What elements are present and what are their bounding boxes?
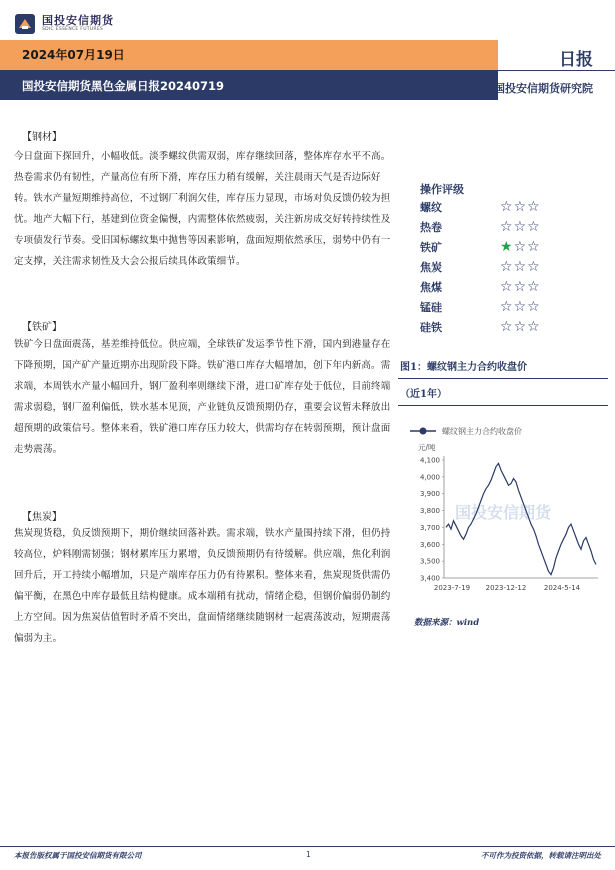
rating-product-name: 螺纹 [420, 201, 442, 214]
section-heading-steel: 【钢材】 [22, 132, 62, 143]
rating-row [420, 237, 580, 257]
legend-marker [420, 428, 427, 435]
rating-stars [500, 200, 540, 214]
star-empty-icon: ☆ [500, 199, 513, 215]
star-empty-icon: ☆ [527, 239, 540, 255]
star-empty-icon: ☆ [500, 259, 513, 275]
institute-name: 国投安信期货研究院 [494, 82, 593, 95]
rating-row [420, 277, 580, 297]
section-heading-iron-ore: 【铁矿】 [22, 322, 62, 333]
report-date: 2024年07月19日 [22, 48, 125, 62]
star-empty-icon: ☆ [527, 219, 540, 235]
footer-disclaimer: 不可作为投资依据，转载请注明出处 [481, 851, 601, 860]
rating-row [420, 257, 580, 277]
rating-row [420, 217, 580, 237]
logo-cn-text: 国投安信期货 [42, 14, 114, 28]
rating-row [420, 317, 580, 337]
star-empty-icon: ☆ [513, 319, 527, 335]
rating-title: 操作评级 [420, 183, 464, 196]
rating-row [420, 197, 580, 217]
report-title: 国投安信期货黑色金属日报20240719 [22, 79, 225, 93]
star-empty-icon: ☆ [513, 239, 527, 255]
figure-divider-2 [398, 405, 608, 406]
logo-mark-icon [14, 13, 36, 35]
y-tick-label: 3,700 [419, 523, 440, 532]
y-tick-label: 4,100 [419, 456, 440, 465]
footer-copyright: 本报告版权属于国投安信期货有限公司 [14, 851, 142, 860]
rating-product-name: 锰硅 [420, 301, 442, 314]
star-empty-icon: ☆ [500, 279, 513, 295]
star-empty-icon: ☆ [500, 319, 513, 335]
star-empty-icon: ☆ [513, 219, 527, 235]
rating-stars [500, 320, 540, 334]
rating-stars [500, 260, 540, 274]
y-tick-label: 3,400 [419, 574, 440, 583]
footer-divider [0, 846, 615, 847]
rating-product-name: 焦炭 [420, 261, 442, 274]
star-empty-icon: ☆ [513, 299, 527, 315]
rebar-price-chart [398, 408, 608, 608]
data-source: 数据来源：wind [414, 618, 480, 628]
y-tick-label: 3,800 [419, 507, 440, 516]
star-empty-icon: ☆ [500, 299, 513, 315]
star-empty-icon: ☆ [513, 199, 527, 215]
rating-stars [500, 300, 540, 314]
x-tick-label: 2024-5-14 [543, 584, 581, 592]
company-logo [14, 12, 114, 36]
page-number: 1 [306, 850, 311, 859]
star-empty-icon: ☆ [527, 259, 540, 275]
report-type: 日报 [559, 50, 593, 70]
rating-product-name: 热卷 [420, 221, 442, 234]
rating-product-name: 铁矿 [420, 241, 442, 254]
star-filled-icon: ★ [500, 239, 513, 255]
star-empty-icon: ☆ [513, 279, 527, 295]
figure-divider [398, 378, 608, 379]
section-text-iron-ore: 铁矿今日盘面震荡，基差维持低位。供应端，全球铁矿发运季节性下滑，国内到港量存在下降预期，国产矿产量近期亦出现阶段下降。铁矿港口库存大幅增加，创下年内新高。需求端，本周铁水产量小幅回升，钢厂盈利率则继续下滑，进口矿库存处于低位，目前终端需求弱稳，钢厂盈利偏低，铁水基本见顶，产业链负反馈预期仍存，重要会议暂未释放出超预期的政策信号。整体来看，铁矿港口库存压力较大，供需均存在转弱预期，预计盘面走势震荡。 [14, 339, 391, 455]
figure-title: 图1：螺纹钢主力合约收盘价 [400, 362, 527, 373]
x-tick-label: 2023-7-19 [433, 584, 471, 592]
section-heading-coke: 【焦炭】 [22, 512, 62, 523]
y-tick-label: 3,500 [419, 557, 440, 566]
y-tick-label: 3,900 [419, 490, 440, 499]
section-text-coke: 焦炭现货稳，负反馈预期下，期价继续回落补跌。需求端，铁水产量围持续下滑，但仍持较高位，炉料刚需韧强；钢材累库压力累增，负反馈预期仍有待缓解。供应端，焦化利润回升后，开工持续小幅增加，只是产端库存压力仍有待累积。整体来看，焦炭现货供需仍偏平衡，在黑色中库存最低且结构健康。成本端稍有扰动，情绪企稳，但钢价偏弱仍制约上方空间。因为焦炭估值暂时矛盾不突出，盘面情绪继续随钢材一起震荡波动，短期震荡偏弱为主。 [14, 528, 391, 644]
y-axis-label: 元/吨 [418, 443, 436, 452]
star-empty-icon: ☆ [527, 299, 540, 315]
y-tick-label: 4,000 [419, 473, 440, 482]
star-empty-icon: ☆ [527, 279, 540, 295]
legend-label: 螺纹钢主力合约收盘价 [442, 427, 522, 436]
rating-stars [500, 280, 540, 294]
x-tick-label: 2023-12-12 [485, 584, 527, 592]
section-text-steel: 今日盘面下探回升，小幅收低。淡季螺纹供需双弱，库存继续回落，整体库存水平不高。热卷需求仍有韧性，产量高位有所下滑，库存压力稍有缓解，关注晨雨天气是否边际好转。铁水产量短期维持高位，不过钢厂利润欠佳，库存压力显现，市场对负反馈仍较为担忧。地产大幅下行，基建到位资金偏慢，内需整体依然疲弱，关注新房成交好转持续性及专项债发行节奏。受旧国标螺纹集中抛售等因素影响，盘面短期依然承压，弱势中仍有一定支撑，关注需求韧性及大会公报后续具体政策细节。 [14, 151, 391, 267]
rating-stars [500, 220, 540, 234]
star-empty-icon: ☆ [500, 219, 513, 235]
star-empty-icon: ☆ [527, 319, 540, 335]
rating-stars [500, 240, 540, 254]
y-tick-label: 3,600 [419, 540, 440, 549]
figure-subtitle: （近1年） [400, 389, 447, 400]
rating-row [420, 297, 580, 317]
star-empty-icon: ☆ [527, 199, 540, 215]
rating-product-name: 焦煤 [420, 281, 442, 294]
header-divider [498, 70, 615, 71]
chart-watermark: 国投安信期货 [454, 503, 552, 522]
logo-en-text: SDIC ESSENCE FUTURES [42, 27, 104, 33]
star-empty-icon: ☆ [513, 259, 527, 275]
rating-product-name: 硅铁 [420, 321, 442, 334]
